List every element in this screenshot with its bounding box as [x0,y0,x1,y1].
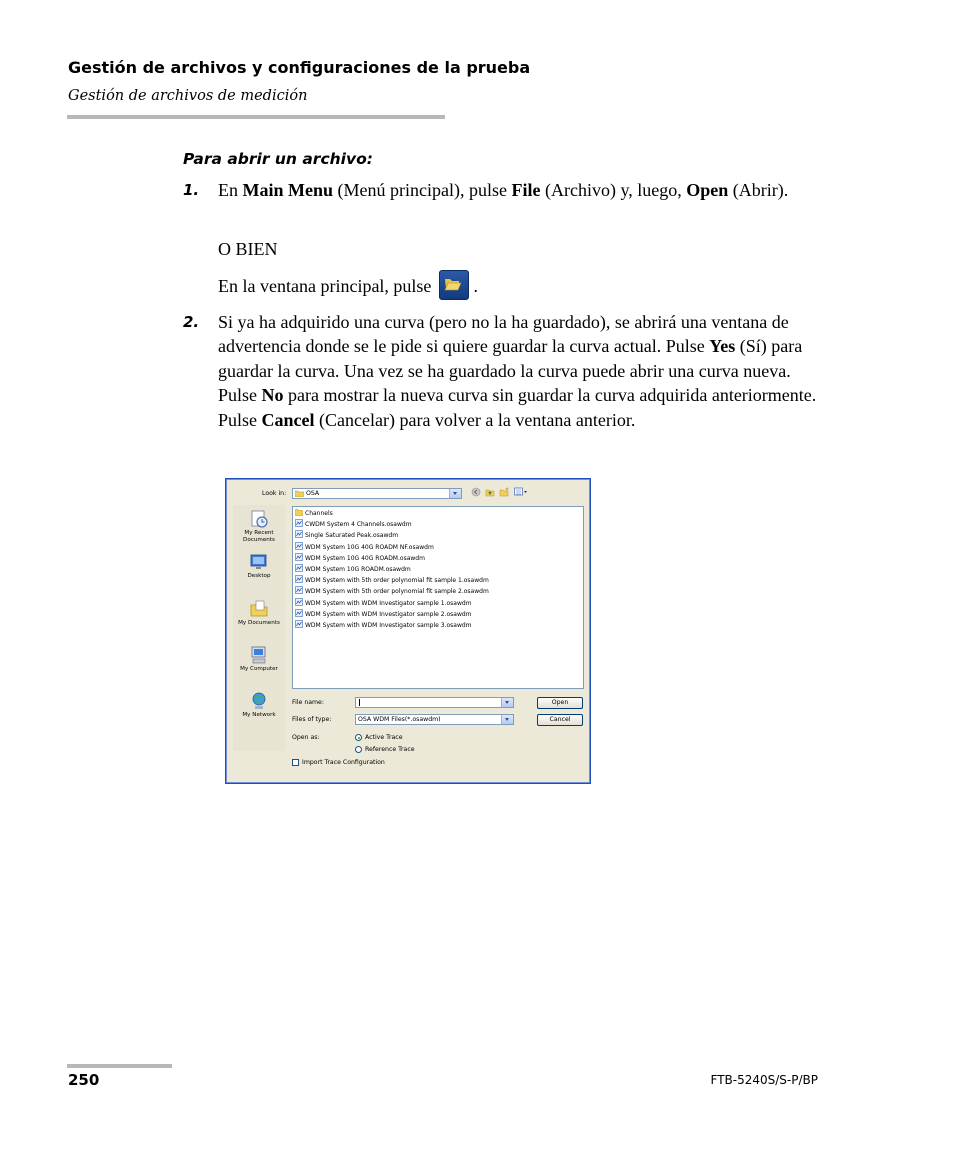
text-run: (Archivo) y, luego, [540,180,687,200]
place-label: My Computer [240,666,278,672]
import-trace-config-label: Import Trace Configuration [302,759,385,766]
page-number: 250 [68,1071,100,1089]
file-name: CWDM System 4 Channels.osawdm [305,521,412,529]
open-file-dialog [225,478,591,784]
file-row[interactable] [295,575,489,585]
chevron-down-icon[interactable] [501,715,513,724]
active-trace-radio[interactable] [355,734,362,741]
osawdm-file-icon [295,575,303,583]
step-2-text [218,310,818,432]
bold-term: Main Menu [242,180,334,200]
step-1-alt [218,273,818,303]
place-my-computer[interactable] [233,645,285,673]
footer-rule [67,1064,172,1068]
look-in-value: OSA [306,490,320,497]
osawdm-file-icon [295,542,303,550]
file-type-label: Files of type: [292,716,332,723]
reference-trace-label: Reference Trace [365,746,415,753]
open-as-label: Open as: [292,734,320,741]
step-1-alt-end: . [473,276,478,297]
recent-documents-icon [249,509,269,529]
place-label: My Documents [238,620,280,626]
active-trace-label: Active Trace [365,734,403,741]
header-rule [67,115,445,119]
file-name: WDM System 10G 40G ROADM.osawdm [305,554,425,562]
bold-term: No [261,385,284,406]
new-folder-icon[interactable] [499,487,509,497]
up-folder-icon[interactable] [485,487,495,497]
bold-term: File [511,180,541,200]
file-row[interactable] [295,519,412,529]
file-row[interactable] [295,530,398,540]
look-in-dropdown[interactable] [292,488,462,499]
file-row[interactable] [295,586,489,596]
file-name: WDM System with WDM Investigator sample 2.osawdm [305,610,472,618]
chevron-down-icon[interactable] [501,698,513,707]
file-name: Single Saturated Peak.osawdm [305,532,399,540]
my-network-icon [249,691,269,711]
step-1-text [218,178,818,202]
place-my-documents[interactable] [233,599,285,627]
osawdm-file-icon [295,553,303,561]
bold-term: Cancel [261,409,315,430]
file-name: Channels [305,510,333,517]
file-name: WDM System with 5th order polynomial fit sample 2.osawdm [305,588,489,596]
text-run: Si ya ha adquirido una curva (pero no la ha guardado), se abrirá una ventana de advertencia donde se le pide si quiere guardar la curva actual. Pulse [218,312,789,357]
place-my-network[interactable] [233,691,285,719]
osawdm-file-icon [295,564,303,572]
osawdm-file-icon [295,519,303,527]
my-documents-icon [249,599,269,619]
open-folder-icon [439,270,469,300]
file-name: WDM System 10G 40G ROADM NF.osawdm [305,543,434,551]
text-run: (Abrir). [728,180,789,200]
file-type-dropdown[interactable] [355,714,514,725]
file-row[interactable] [295,609,472,619]
file-name: WDM System with WDM Investigator sample 1.osawdm [305,599,472,607]
back-icon[interactable] [471,487,481,497]
document-id: FTB-5240S/S-P/BP [710,1073,818,1087]
text-run: (Cancelar) para volver a la ventana anterior. [314,409,636,430]
file-type-value: OSA WDM Files(*.osawdm) [358,716,441,723]
place-label: My Network [242,712,276,718]
place-my-recent-documents[interactable] [233,509,285,543]
chevron-down-icon[interactable] [449,489,461,498]
file-name: WDM System with 5th order polynomial fit sample 1.osawdm [305,577,489,585]
file-row[interactable] [295,564,411,574]
my-computer-icon [249,645,269,665]
folder-icon [295,490,304,497]
text-cursor [359,699,360,706]
import-trace-config-checkbox[interactable] [292,759,299,766]
text-run: (Menú principal), pulse [333,180,512,200]
folder-icon [295,508,303,516]
reference-trace-radio[interactable] [355,746,362,753]
file-name-input[interactable] [355,697,514,708]
place-label: My Recent Documents [243,530,275,543]
desktop-icon [249,552,269,572]
procedure-title: Para abrir un archivo: [183,150,373,168]
step-number: 2. [183,313,200,331]
osawdm-file-icon [295,598,303,606]
file-name-label: File name: [292,699,324,706]
text-run: (Sí) para guardar la curva. Una vez se ha guardado la curva puede abrir una curva nueva. Pulse [218,336,803,406]
file-row[interactable] [295,620,472,630]
place-desktop[interactable] [233,552,285,580]
file-name: WDM System 10G ROADM.osawdm [305,566,411,573]
cancel-button[interactable]: Cancel [537,714,583,726]
bold-term: Open [686,180,729,200]
section-title: Gestión de archivos y configuraciones de la prueba [68,58,531,77]
osawdm-file-icon [295,530,303,538]
places-bar [233,505,285,751]
osawdm-file-icon [295,620,303,628]
osawdm-file-icon [295,586,303,594]
osawdm-file-icon [295,609,303,617]
section-subtitle: Gestión de archivos de medición [68,88,308,104]
step-1-or: O BIEN [218,239,278,259]
view-menu-icon[interactable] [514,487,528,497]
open-button[interactable]: Open [537,697,583,709]
place-label: Desktop [247,573,271,579]
file-row[interactable] [295,553,425,563]
step-1-alt-text: En la ventana principal, pulse [218,276,432,297]
text-run: para mostrar la nueva curva sin guardar la curva adquirida anteriormente. Pulse [218,385,817,430]
file-row[interactable] [295,542,434,552]
bold-term: Yes [709,336,736,357]
file-list[interactable] [292,506,584,689]
look-in-label: Look in: [262,490,287,497]
step-number: 1. [183,181,200,199]
folder-row[interactable] [295,508,333,518]
text-run: En [218,180,243,200]
file-row[interactable] [295,598,472,608]
file-name: WDM System with WDM Investigator sample 3.osawdm [305,622,472,629]
